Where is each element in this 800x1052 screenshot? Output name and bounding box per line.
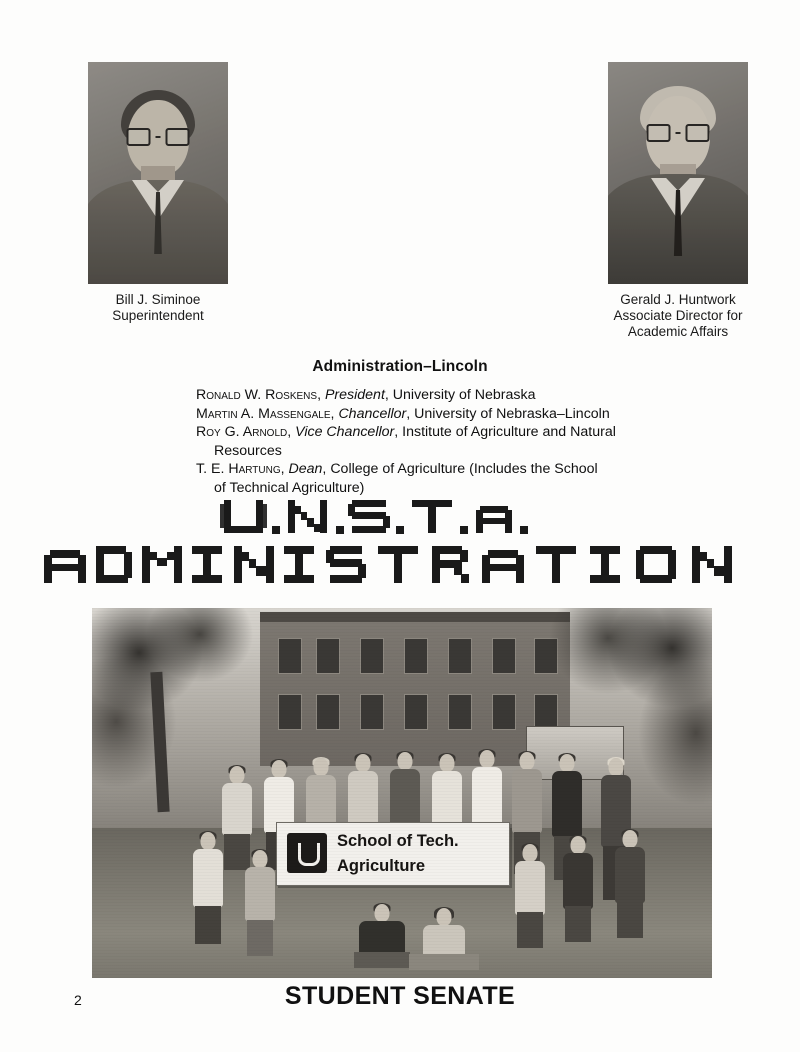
torso-shape [512,769,542,833]
admin-sep2: , [394,424,403,441]
glasses-bridge [156,136,161,138]
legs-shape [409,954,479,970]
admin-role: Chancellor [338,405,407,422]
head-shape [314,758,329,776]
window-shape [492,694,516,730]
head-shape [398,752,413,770]
admin-org: University of Nebraska–Lincoln [414,405,610,422]
admin-org: Institute of Agriculture and Natural [402,424,616,441]
torso-shape [359,921,405,955]
admin-person-name: Martin A. Massengale [196,405,331,422]
eyeglasses-shape [647,124,710,142]
head-shape [623,830,638,848]
person-figure [612,830,648,938]
portrait-photo-siminoe [88,62,228,284]
banner-line-1 [0,498,800,544]
university-n-logo-icon [287,833,327,873]
torso-shape [245,867,275,921]
portrait-block-huntwork [594,62,762,340]
glasses-bridge [676,132,681,134]
admin-sep: , [287,424,296,441]
head-shape [560,754,575,772]
window-shape [404,694,428,730]
torso-shape [193,849,223,907]
eyeglasses-shape [127,128,190,146]
torso-shape [552,771,582,837]
legs-shape [517,912,543,948]
person-figure [512,844,548,948]
person-figure [362,904,402,968]
admin-role: Vice Chancellor [295,424,395,441]
administration-entry [196,460,634,497]
legs-shape [247,920,273,956]
window-shape [316,638,340,674]
head-shape [520,752,535,770]
portrait-block-siminoe [74,62,242,324]
legs-shape [354,952,410,968]
head-shape [440,754,455,772]
torso-shape [615,847,645,903]
window-shape [448,638,472,674]
window-shape [492,638,516,674]
lens-left [127,128,151,146]
head-shape [272,760,287,778]
portrait-title: Associate Director for [613,308,743,323]
person-figure [424,908,464,970]
head-shape [356,754,371,772]
legs-shape [195,906,221,944]
torso-shape [423,925,465,957]
admin-org-continued: Resources [214,442,282,459]
person-figure [242,850,278,956]
person-figure [190,832,226,944]
lens-left [647,124,671,142]
head-shape [571,836,586,854]
roofline-shape [260,612,570,622]
person-figure [560,836,596,942]
portrait-name: Bill J. Siminoe [115,292,201,307]
admin-person-name: T. E. Hartung [196,461,281,478]
admin-person-name: Roy G. Arnold [196,424,288,441]
admin-sep: , [317,387,325,403]
section-title-student-senate: STUDENT SENATE [284,982,516,1010]
administration-entry [196,405,634,424]
admin-sep2: , [384,387,393,403]
window-shape [278,638,302,674]
portrait-photo-huntwork [608,62,748,284]
administration-list [196,386,634,498]
torso-shape [563,853,593,909]
administration-heading: Administration–Lincoln [312,358,488,375]
head-shape [253,850,268,868]
admin-org: College of Agriculture (Includes the School [330,461,598,478]
window-shape [448,694,472,730]
head-shape [523,844,538,862]
portrait-title: Superintendent [112,308,204,323]
torso-shape [515,861,545,915]
admin-sep2: , [406,405,415,422]
tree-trunk [150,672,169,812]
window-shape [360,638,384,674]
portrait-caption-siminoe [74,292,242,324]
admin-sep: , [330,405,339,422]
portrait-name: Gerald J. Huntwork [620,292,736,307]
admin-org: University of Nebraska [392,387,536,403]
window-shape [404,638,428,674]
head-shape [201,832,216,850]
admin-sep: , [280,461,289,478]
banner-pixel-row-1 [0,498,800,544]
window-shape [360,694,384,730]
admin-person-name: Ronald W. Roskens [196,387,318,403]
legs-shape [565,906,591,942]
head-shape [480,750,495,768]
torso-shape [222,783,252,835]
school-sign [276,822,510,886]
administration-entry [196,386,634,405]
portrait-caption-huntwork [594,292,762,340]
page-number: 2 [74,992,82,1008]
head-shape [375,904,390,922]
sign-line-2: Agriculture [337,857,426,875]
sign-line-1: School of Tech. [337,832,459,850]
building-shape [260,616,570,766]
admin-org-continued: of Technical Agriculture) [214,479,365,496]
admin-role: President [324,387,385,403]
sign-text [337,829,459,879]
lens-right [686,124,710,142]
group-photo-student-senate [92,608,712,978]
banner-pixel-row-2 [0,540,800,592]
head-shape [609,758,624,776]
administration-entry [196,423,634,460]
window-shape [278,694,302,730]
banner-line-2 [0,540,800,592]
head-shape [437,908,452,926]
legs-shape [617,900,643,938]
admin-role: Dean [288,461,323,478]
portrait-title-cont: Academic Affairs [627,324,729,339]
window-shape [316,694,340,730]
lens-right [166,128,190,146]
admin-sep2: , [322,461,331,478]
head-shape [230,766,245,784]
